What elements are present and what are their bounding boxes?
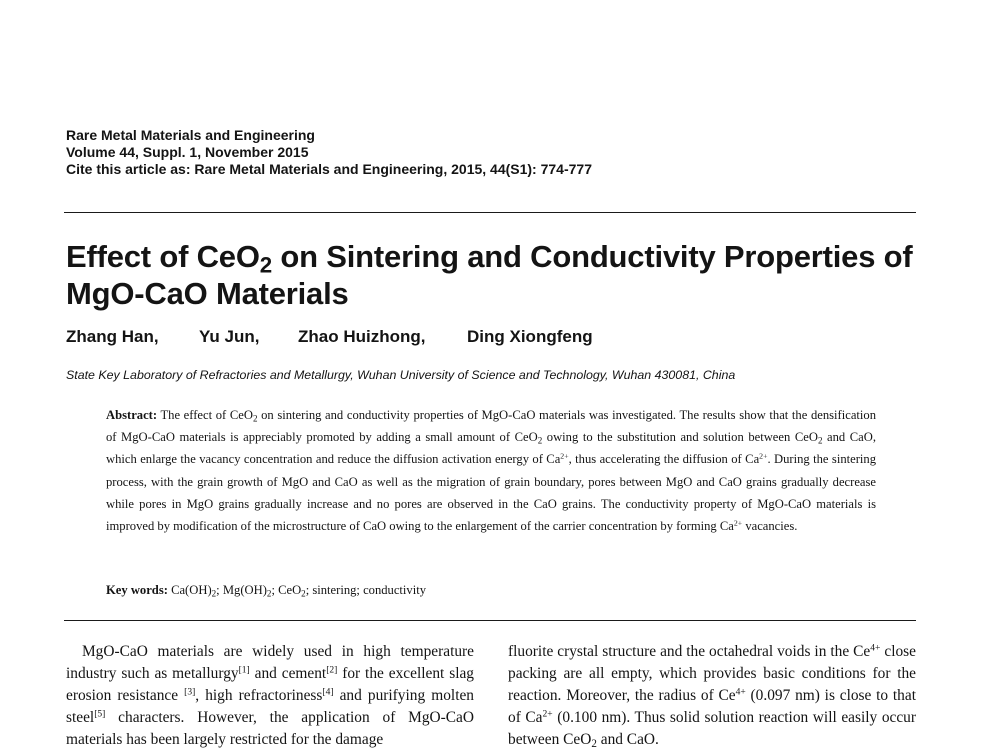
author-4: Ding Xiongfeng bbox=[467, 327, 593, 346]
body-column-right: fluorite crystal structure and the octahedral voids in the $Ce^{4+}$ close packing are all empty, which provides basic conditions for the reaction. Moreover, the radius of $Ce^{4+}$ (0.097 nm) is close to that of $Ca^{2+}$ (0.100 nm). Thus solid solution reaction will easily occur between CeO$_2$ and CaO. bbox=[508, 642, 917, 750]
affiliation: State Key Laboratory of Refractories and Metallurgy, Wuhan University of Science and Technology, Wuhan 430081, China bbox=[66, 368, 736, 382]
author-list bbox=[66, 327, 593, 347]
journal-name: Rare Metal Materials and Engineering bbox=[66, 127, 315, 143]
author-1: Zhang Han, bbox=[66, 327, 159, 346]
journal-header bbox=[66, 127, 592, 178]
journal-volume: Volume 44, Suppl. 1, November 2015 bbox=[66, 144, 309, 160]
abstract: Abstract: The effect of CeO$_2$ on sintering and conductivity properties of MgO-CaO materials was investigated. The results show that the densification of MgO-CaO materials is appreciably promoted by adding a small amount of CeO$_2$ owing to the substitution and solution between CeO$_2$ and CaO, which enlarge the vacancy concentration and reduce the diffusion activation energy of $Ca^{2+}$, thus accelerating the diffusion of $Ca^{2+}$. During the sintering process, with the grain growth of MgO and CaO as well as the migration of grain boundary, pores between MgO and CaO grains gradually decrease while pores in MgO grains gradually increase and no pores are observed in the CaO grains. The conductivity property of MgO-CaO materials is improved by modification of the microstructure of CaO owing to the enlargement of the carrier concentration by forming $Ca^{2+}$ vacancies. bbox=[106, 408, 877, 534]
body-column-left: MgO-CaO materials are widely used in high temperature industry such as metallurgy[1] and cement[2] for the excellent slag erosion resistance [3], high refractoriness[4] and purifying molten steel[5] characters. However, the application of MgO-CaO materials has been largely restricted for the damage bbox=[66, 643, 475, 748]
author-2: Yu Jun, bbox=[199, 327, 260, 346]
keywords: Key words: $Ca(OH)_2$; $Mg(OH)_2$; CeO$_2$; sintering; conductivity bbox=[106, 583, 427, 599]
abstract-rule bbox=[64, 620, 916, 621]
author-3: Zhao Huizhong, bbox=[298, 327, 426, 346]
abstract-label: Abstract: bbox=[106, 408, 158, 422]
header-rule bbox=[64, 212, 916, 213]
citation-line: Cite this article as: Rare Metal Materials and Engineering, 2015, 44(S1): 774-777 bbox=[66, 161, 592, 177]
keywords-label: Key words: bbox=[106, 583, 168, 597]
paper-title: Effect of CeO$_2$ on Sintering and Conductivity Properties of MgO-CaO Materials bbox=[66, 239, 913, 311]
